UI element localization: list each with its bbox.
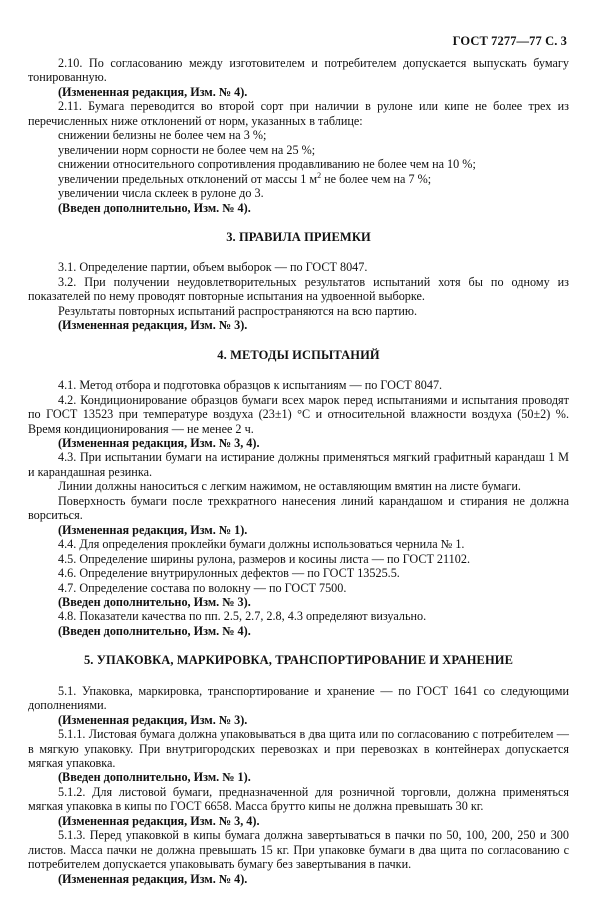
amendment-note: (Измененная редакция, Изм. № 3). <box>58 712 248 727</box>
amendment-note: (Измененная редакция, Изм. № 3, 4). <box>58 813 260 828</box>
paragraph-2-11: 2.11. Бумага переводится во второй сорт при наличии в рулоне или кипе не более трех из перечисленных ниже отклонений от норм, указанных в таблице: <box>28 99 569 128</box>
paragraph-4-4: 4.4. Для определения проклейки бумаги должны использоваться чернила № 1. <box>58 537 465 552</box>
paragraph-4-1: 4.1. Метод отбора и подготовка образцов к испытаниям — по ГОСТ 8047. <box>58 378 443 393</box>
list-item: снижении белизны не более чем на 3 %; <box>58 128 267 143</box>
running-header: ГОСТ 7277—77 С. 3 <box>452 34 567 48</box>
superscript: 2 <box>317 170 322 180</box>
section-title-4: 4. МЕТОДЫ ИСПЫТАНИЙ <box>217 347 380 362</box>
paragraph-5-1-3: 5.1.3. Перед упаковкой в кипы бумага должна завертываться в пачки по 50, 100, 200, 250 и 300 листов. Масса пачки не должна превышать 15 кг. При упаковке бумаги в два щита по согласованию с потребителем допускается упаковывать бумагу без завертывания в пачки. <box>28 828 569 872</box>
paragraph-4-3c: Поверхность бумаги после трехкратного нанесения линий карандашом и стирания не должна ворситься. <box>28 493 569 523</box>
section-title-3: 3. ПРАВИЛА ПРИЕМКИ <box>226 229 371 244</box>
paragraph-3-2: 3.2. При получении неудовлетворительных результатов испытаний хотя бы по одному из показателей по нему проводят повторные испытания на удвоенной выборке. <box>28 274 569 304</box>
paragraph-4-7: 4.7. Определение состава по волокну — по ГОСТ 7500. <box>58 580 347 595</box>
amendment-note: (Введен дополнительно, Изм. № 4). <box>58 623 251 638</box>
amendment-note: (Введен дополнительно, Изм. № 3). <box>58 594 251 609</box>
amendment-note: (Введен дополнительно, Изм. № 1). <box>58 770 251 785</box>
list-item: увеличении норм сорности не более чем на 25 %; <box>58 142 316 157</box>
amendment-note: (Измененная редакция, Изм. № 4). <box>58 871 248 886</box>
list-item-text-tail: не более чем на 7 %; <box>321 171 432 186</box>
paragraph-5-1-1: 5.1.1. Листовая бумага должна упаковываться в два щита или по согласованию с потребителем — в мягкую упаковку. При внутригородских перевозках и при перевозках в контейнерах допускается мягкая упаковка. <box>28 727 569 771</box>
amendment-note: (Измененная редакция, Изм. № 3). <box>58 318 248 333</box>
paragraph-4-6: 4.6. Определение внутрирулонных дефектов — по ГОСТ 13525.5. <box>58 566 400 581</box>
list-item: снижении относительного сопротивления продавливанию не более чем на 10 %; <box>58 157 476 172</box>
amendment-note: (Введен дополнительно, Изм. № 4). <box>58 200 251 215</box>
list-item-text: увеличении предельных отклонений от массы 1 м <box>58 171 318 186</box>
section-title-5: 5. УПАКОВКА, МАРКИРОВКА, ТРАНСПОРТИРОВАНИЕ И ХРАНЕНИЕ <box>83 653 514 668</box>
document-body <box>28 56 569 886</box>
amendment-note: (Измененная редакция, Изм. № 3, 4). <box>58 435 260 450</box>
amendment-note: (Измененная редакция, Изм. № 4). <box>58 84 248 99</box>
paragraph-3-1: 3.1. Определение партии, объем выборок — по ГОСТ 8047. <box>58 260 368 275</box>
list-item: увеличении числа склеек в рулоне до 3. <box>58 186 264 201</box>
paragraph-4-5: 4.5. Определение ширины рулона, размеров и косины листа — по ГОСТ 21102. <box>58 551 470 566</box>
paragraph-5-1: 5.1. Упаковка, маркировка, транспортирование и хранение — по ГОСТ 1641 со следующими дополнениями. <box>28 683 569 713</box>
paragraph-3-2b: Результаты повторных испытаний распространяются на всю партию. <box>58 303 418 318</box>
paragraph-4-3: 4.3. При испытании бумаги на истирание должны применяться мягкий графитный карандаш 1 М и карандашная резинка. <box>28 450 569 479</box>
paragraph-5-1-2: 5.1.2. Для листовой бумаги, предназначенной для розничной торговли, должна применяться мягкая упаковка в кипы по ГОСТ 6658. Масса брутто кипы не должна превышать 30 кг. <box>28 784 569 814</box>
list-item <box>28 172 569 186</box>
paragraph-4-3b: Линии должны наноситься с легким нажимом, не оставляющим вмятин на листе бумаги. <box>58 479 521 494</box>
paragraph-4-2: 4.2. Кондиционирование образцов бумаги всех марок перед испытаниями и испытания проводят по ГОСТ 13523 при температуре воздуха (23±1) °С и относительной влажности воздуха (50±2) %. Время кондиционирования — не менее 2 ч. <box>28 392 569 436</box>
paragraph-2-10: 2.10. По согласованию между изготовителем и потребителем допускается выпускать бумагу тонированную. <box>28 56 569 85</box>
paragraph-4-8: 4.8. Показатели качества по пп. 2.5, 2.7, 2.8, 4.3 определяют визуально. <box>58 609 427 624</box>
amendment-note: (Измененная редакция, Изм. № 1). <box>58 522 248 537</box>
